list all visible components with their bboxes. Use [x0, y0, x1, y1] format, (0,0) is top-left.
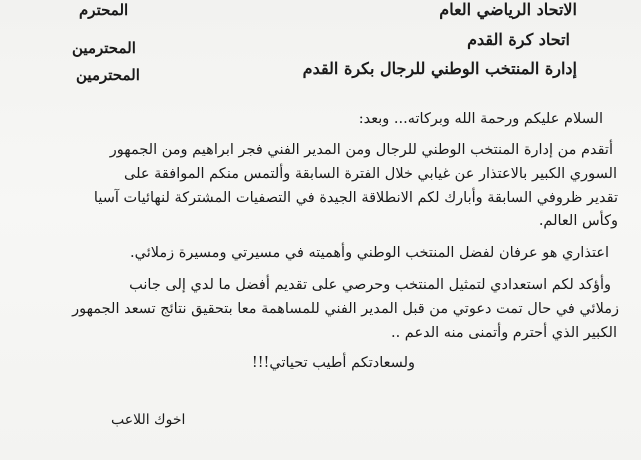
honorific-1: المحترم — [79, 1, 129, 19]
paragraph-1-line-2: السوري الكبير بالاعتذار عن غيابي خلال الفترة السابقة وألتمس منكم الموافقة على — [124, 166, 617, 182]
paragraph-3-line-2: زملائي في حال تمت دعوتي من قبل المدير الفني للمساهمة معا بتحقيق نتائج تسعد الجمهور — [72, 301, 619, 317]
paragraph-3-line-3: الكبير الذي أحترم وأتمنى منه الدعم .. — [390, 325, 617, 341]
closing: ولسعادتكم أطيب تحياتي!!! — [251, 355, 415, 371]
honorific-2: المحترمين — [72, 39, 136, 57]
recipient-line-3: إدارة المنتخب الوطني للرجال بكرة القدم — [302, 59, 577, 78]
paragraph-1-line-4: وكأس العالم. — [538, 213, 618, 229]
paragraph-1-line-1: أتقدم من إدارة المنتخب الوطني للرجال ومن المدير الفني فجر ابراهيم ومن الجمهور — [109, 142, 613, 158]
paragraph-1-line-3: تقدير ظروفي السابقة وأبارك لكم الانطلاقة الجيدة في التصفيات المشتركة لنهائيات آسيا — [93, 190, 618, 206]
recipient-line-1: الاتحاد الرياضي العام — [439, 0, 577, 19]
greeting: السلام عليكم ورحمة الله وبركاته... وبعد: — [358, 111, 603, 127]
recipient-line-2: اتحاد كرة القدم — [467, 30, 570, 49]
paragraph-3-line-1: وأؤكد لكم استعدادي لتمثيل المنتخب وحرصي على تقديم أفضل ما لدي إلى جانب — [129, 277, 611, 293]
signature: اخوك اللاعب — [111, 412, 186, 428]
honorific-3: المحترمين — [76, 66, 140, 84]
paragraph-2-line-1: اعتذاري هو عرفان لفضل المنتخب الوطني وأهميته في مسيرتي ومسيرة زملائي. — [130, 245, 609, 261]
